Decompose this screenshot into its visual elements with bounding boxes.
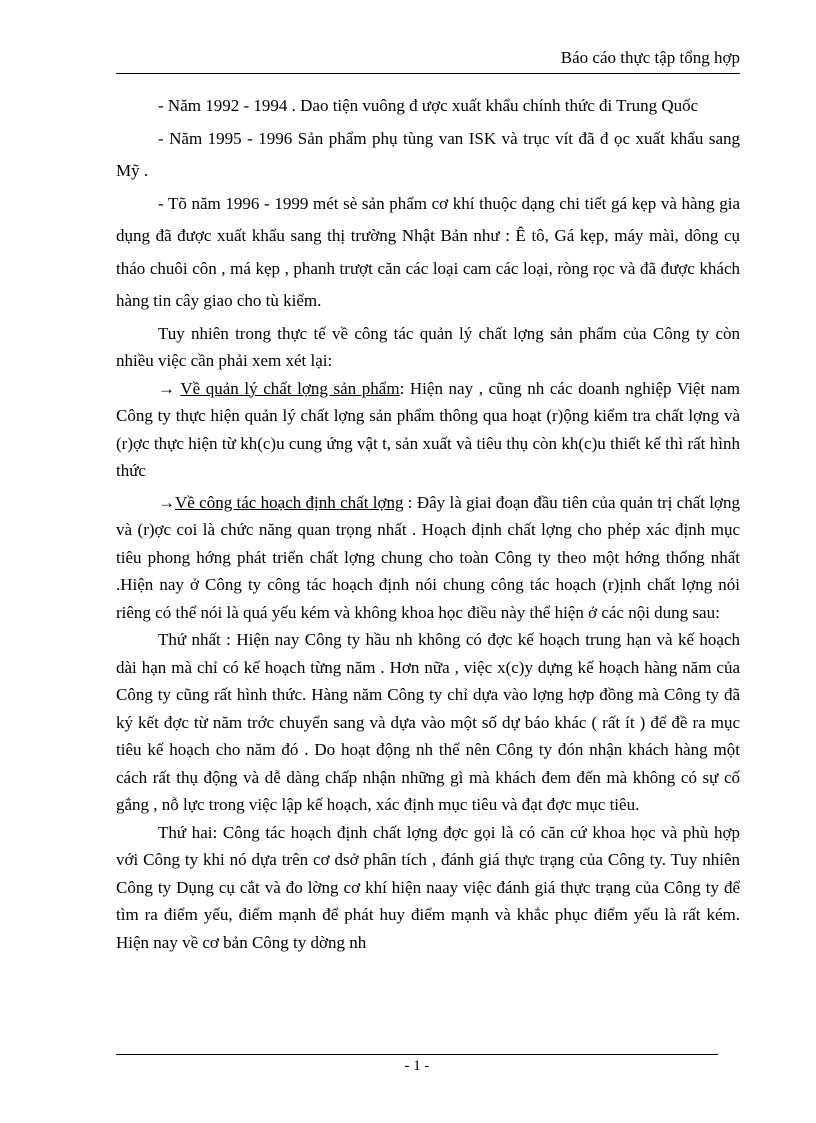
paragraph-export-1992: - Năm 1992 - 1994 . Dao tiện vuông đ ược xuất khẩu chính thức đi Trung Quốc bbox=[158, 96, 699, 115]
page-number: - 1 - bbox=[404, 1058, 430, 1074]
arrow-icon: → bbox=[158, 492, 175, 512]
section-heading-quality-planning: Về công tác hoạch định chất lợng bbox=[175, 492, 404, 512]
section-quality-management bbox=[116, 375, 740, 485]
paragraph-first-point: Thứ nhất : Hiện nay Công ty hầu nh không có đợc kế hoạch trung hạn và kế hoạch dài hạn mà chỉ có kế hoạch từng năm . Hơn nữa , việc x(c)y dựng kế hoạch hàng năm của Công ty cũng rất hình thức. Hàng năm Công ty chỉ dựa vào lợng hợp đồng mà Công ty đã ký kết đợc từ năm trớc chuyển sang và dựa vào một số dự báo khác ( rất ít ) để đề ra mục tiêu kế hoạch cho năm đó . Do hoạt động nh thế nên Công ty đón nhận khách hàng một cách rất thụ động và dễ dàng chấp nhận những gì mà khách đem đến mà không có sự cố gắng , nỗ lực trong việc lập kế hoạch, xác định mục tiêu và đạt đợc mục tiêu. bbox=[116, 630, 740, 814]
section-quality-planning bbox=[116, 489, 740, 627]
section-text-quality-management: : Hiện nay , cũng nh các doanh nghiệp Việt nam Công ty thực hiện quản lý chất lợng sản phẩm thông qua hoạt (r)ộng kiểm tra chất lợng và (r)ợc thực hiện từ kh(c)u cung ứng vật t, sản xuất và tiêu thụ còn kh(c)u thiết kế thì rất hình thức bbox=[116, 378, 740, 480]
paragraph-export-1995: - Năm 1995 - 1996 Sản phẩm phụ tùng van ISK và trục vít đã đ ọc xuất khẩu sang Mỹ . bbox=[116, 128, 740, 180]
footer-rule bbox=[116, 1054, 718, 1055]
section-heading-quality-management: Về quản lý chất lợng sản phẩm bbox=[180, 378, 400, 398]
header-rule bbox=[116, 73, 740, 74]
arrow-icon: → bbox=[158, 378, 175, 398]
page-header bbox=[116, 48, 740, 72]
paragraph-quality-intro: Tuy nhiên trong thực tế về công tác quản lý chất lợng sản phẩm của Công ty còn nhiều việc cần phải xem xét lại: bbox=[116, 323, 740, 370]
document-body bbox=[116, 90, 740, 956]
paragraph-second-point: Thứ hai: Công tác hoạch định chất lợng đợc gọi là có căn cứ khoa học và phù hợp với Công ty khi nó dựa trên cơ dsở phân tích , đánh giá thực trạng của Công ty. Tuy nhiên Công ty Dụng cụ cắt và đo lờng cơ khí hiện naay việc đánh giá thực trạng của Công ty để tìm ra điểm yếu, điểm mạnh để phát huy điểm mạnh và khắc phục điểm yếu là rất kém. Hiện nay về cơ bản Công ty dờng nh bbox=[116, 822, 740, 952]
paragraph-export-1996: - Tõ năm 1996 - 1999 mét sè sản phẩm cơ khí thuộc dạng chi tiết gá kẹp và hàng gia dụng đã được xuất khẩu sang thị trường Nhật Bản như : Ê tô, Gá kẹp, máy mài, dông cụ tháo chuôi côn , má kẹp , phanh trượt căn các loại cam các loại, ròng rọc và đã được khách hàng tin cây giao cho tù kiểm. bbox=[116, 193, 740, 310]
section-text-quality-planning: : Đây là giai đoạn đầu tiên của quản trị chất lợng và (r)ợc coi là chức năng quan trọng nhất . Hoạch định chất lợng cho phép xác định mục tiêu phong hớng phát triển chất lợng chung cho toàn Công ty theo một hớng thống nhất .Hiện nay ở Công ty công tác hoạch định nói chung công tác hoạch (r)ịnh chất lợng nói riêng có thể nói là quá yếu kém và không khoa học điều này thể hiện ở các nội dung sau: bbox=[116, 492, 740, 622]
header-title: Báo cáo thực tập tổng hợp bbox=[560, 48, 740, 67]
